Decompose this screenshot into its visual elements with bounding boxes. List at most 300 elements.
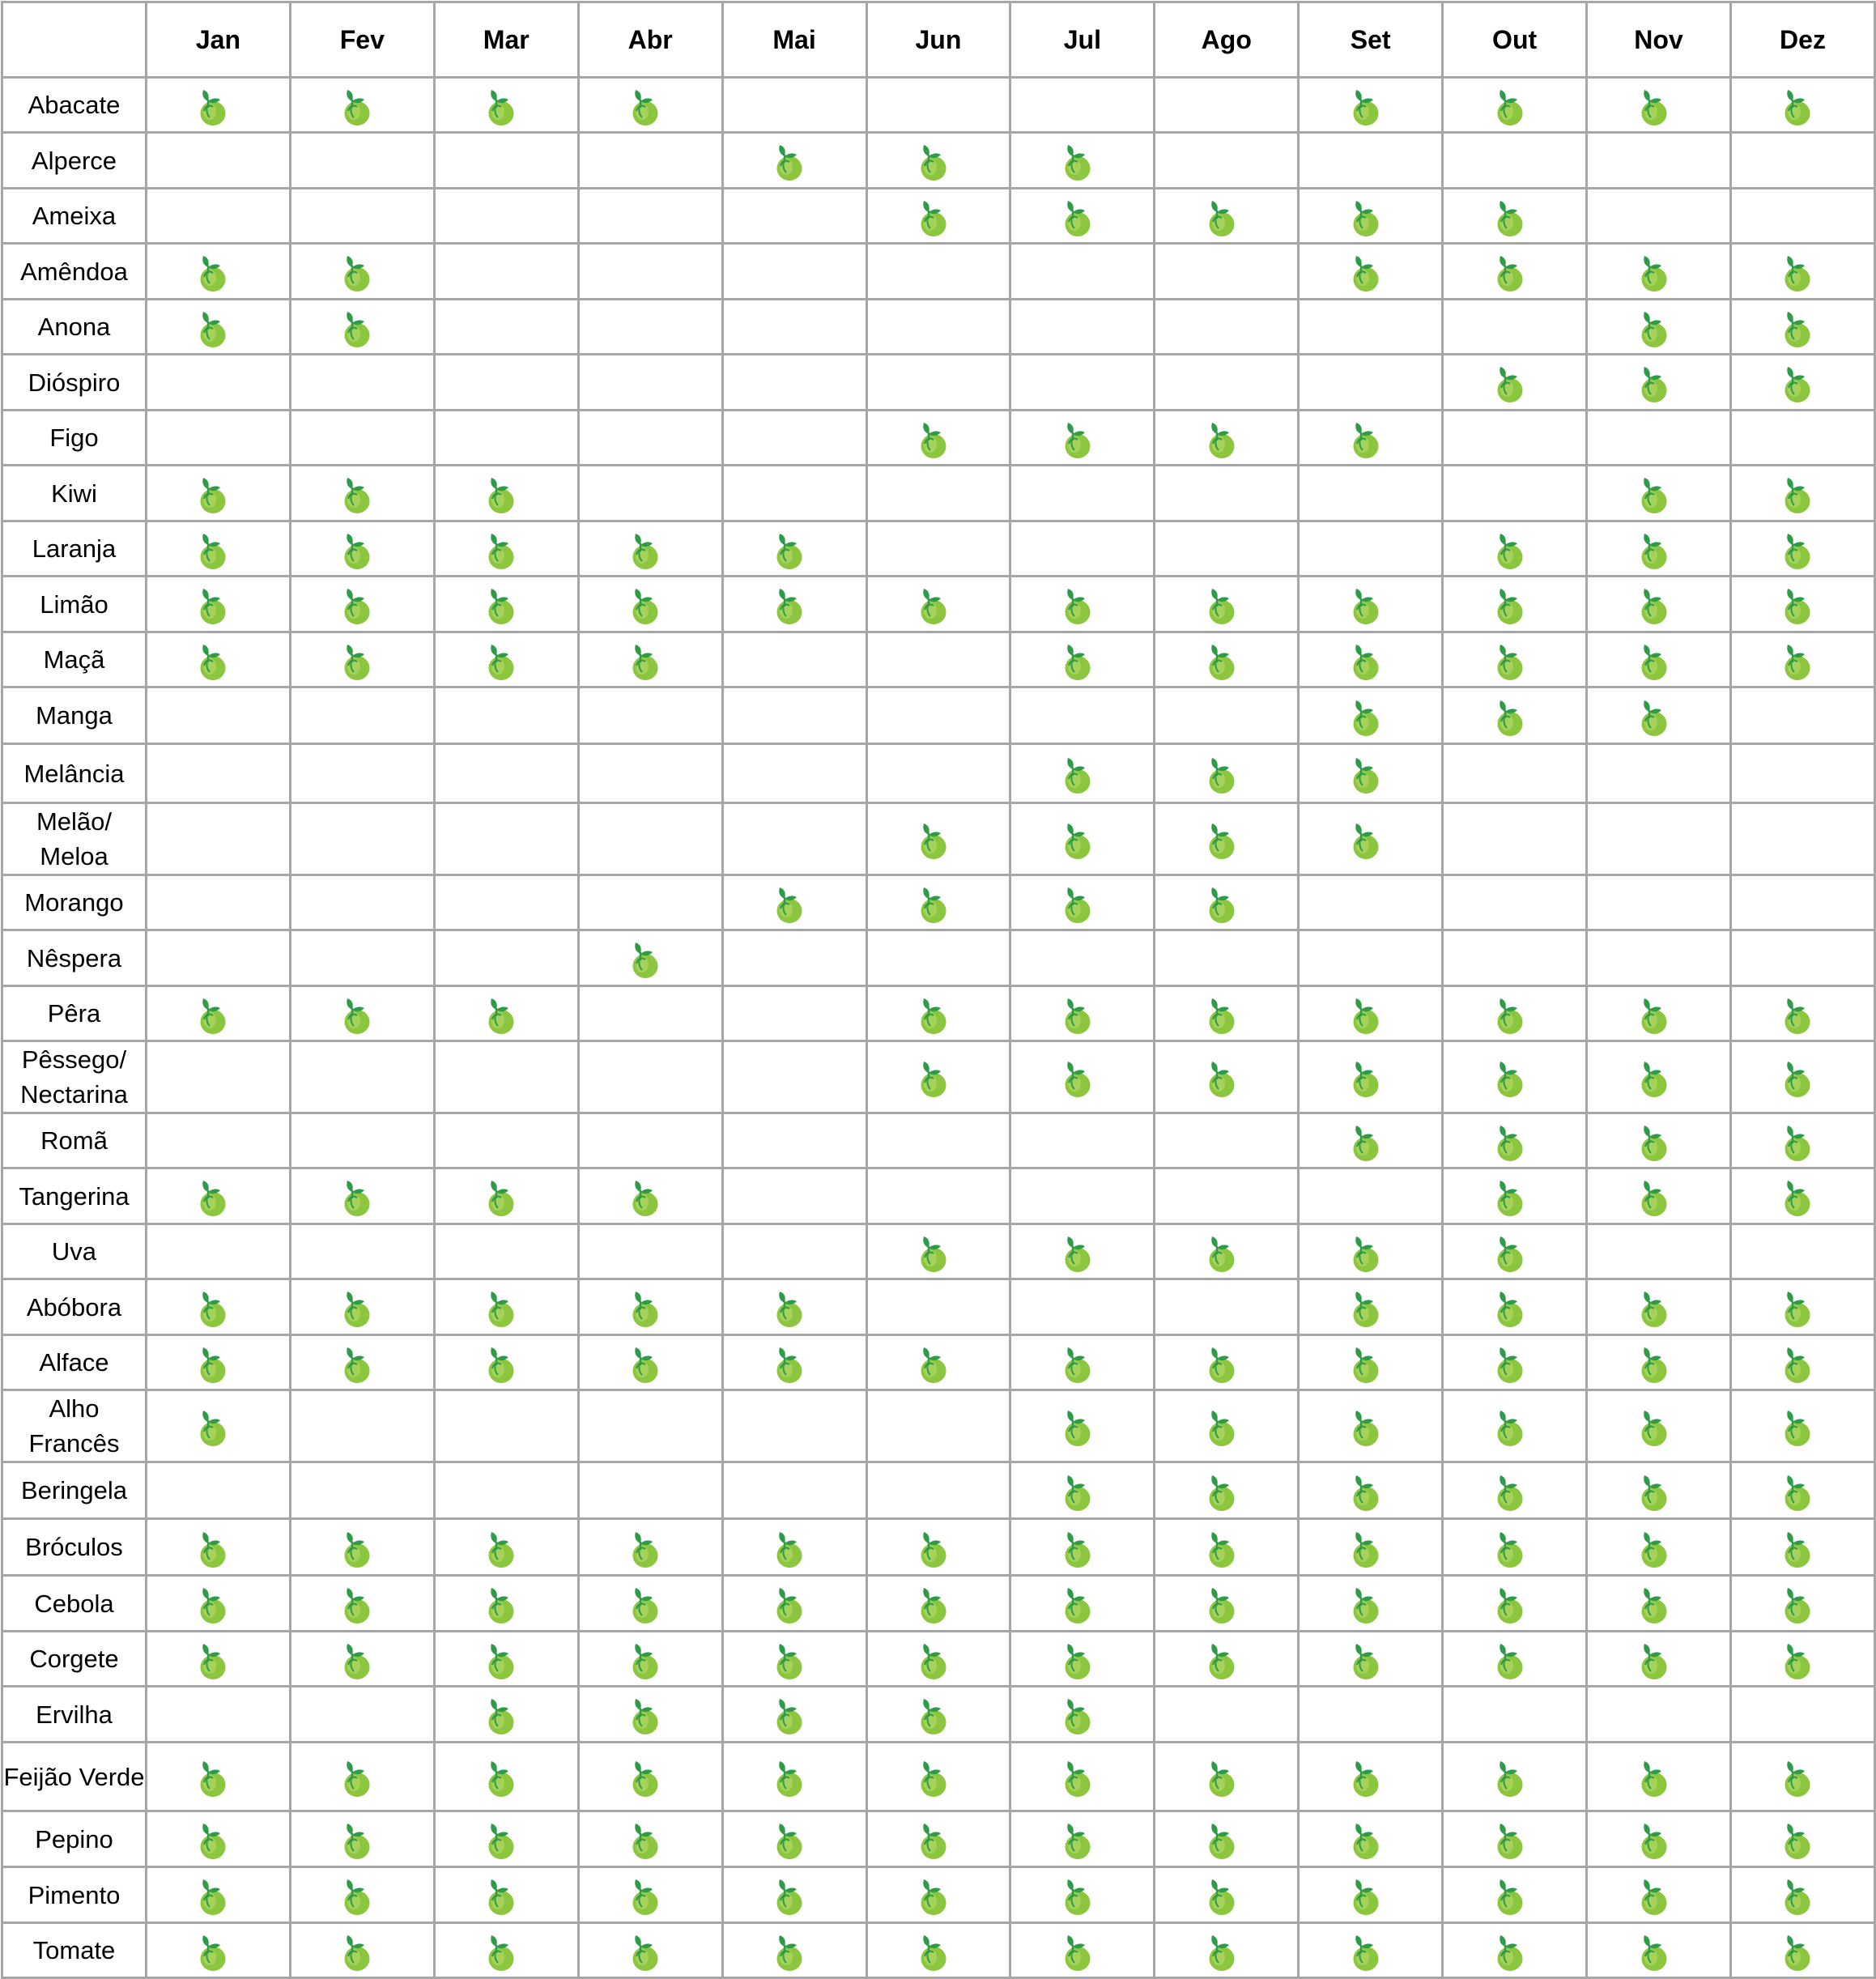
season-cell-mai: [722, 1462, 866, 1519]
season-cell-dez: [1730, 1923, 1874, 1978]
season-cell-abr: [578, 521, 722, 577]
season-cell-dez: [1730, 875, 1874, 930]
season-cell-jun: [866, 189, 1010, 244]
season-cell-nov: [1587, 300, 1731, 355]
leaf-fruit-icon: [335, 1871, 374, 1918]
season-cell-mai: [722, 411, 866, 466]
season-cell-ago: [1155, 875, 1299, 930]
season-cell-jan: [146, 875, 290, 930]
season-cell-set: [1299, 1113, 1443, 1168]
season-cell-dez: [1730, 1632, 1874, 1687]
season-cell-mai: [722, 875, 866, 930]
leaf-fruit-icon: [335, 1339, 374, 1386]
table-row: [2, 1923, 1875, 1978]
season-cell-jan: [146, 355, 290, 411]
leaf-fruit-icon: [1056, 990, 1095, 1037]
leaf-fruit-icon: [1776, 359, 1814, 406]
season-cell-jan: [146, 1279, 290, 1335]
season-cell-ago: [1155, 1390, 1299, 1462]
season-cell-jul: [1010, 466, 1155, 521]
leaf-fruit-icon: [1056, 1467, 1095, 1514]
produce-name: Pepino: [2, 1811, 147, 1867]
leaf-fruit-icon: [191, 470, 230, 517]
season-cell-abr: [578, 1867, 722, 1923]
season-cell-fev: [290, 930, 434, 986]
season-cell-jun: [866, 411, 1010, 466]
leaf-fruit-icon: [1632, 692, 1671, 739]
season-cell-jan: [146, 1462, 290, 1519]
season-cell-jan: [146, 1743, 290, 1811]
leaf-fruit-icon: [1056, 1753, 1095, 1800]
leaf-fruit-icon: [1632, 470, 1671, 517]
leaf-fruit-icon: [1344, 1580, 1383, 1627]
season-cell-mar: [434, 1867, 578, 1923]
season-cell-mar: [434, 687, 578, 744]
leaf-fruit-icon: [479, 82, 518, 129]
season-cell-jan: [146, 521, 290, 577]
season-cell-set: [1299, 1462, 1443, 1519]
leaf-fruit-icon: [1344, 1815, 1383, 1862]
leaf-fruit-icon: [1488, 1467, 1527, 1514]
season-cell-fev: [290, 632, 434, 687]
table-row: [2, 1867, 1875, 1923]
season-cell-abr: [578, 1811, 722, 1867]
table-row: [2, 244, 1875, 300]
season-cell-jun: [866, 355, 1010, 411]
season-cell-jun: [866, 1168, 1010, 1224]
season-cell-mar: [434, 1390, 578, 1462]
table-row: [2, 133, 1875, 189]
season-cell-mai: [722, 1743, 866, 1811]
season-cell-mai: [722, 355, 866, 411]
season-cell-jan: [146, 1224, 290, 1279]
produce-name: Alface: [2, 1335, 147, 1390]
leaf-fruit-icon: [1632, 636, 1671, 683]
month-header-jun: Jun: [866, 2, 1010, 78]
season-cell-out: [1443, 1279, 1587, 1335]
leaf-fruit-icon: [912, 990, 951, 1037]
leaf-fruit-icon: [1632, 1815, 1671, 1862]
season-cell-abr: [578, 244, 722, 300]
leaf-fruit-icon: [1344, 581, 1383, 628]
season-cell-dez: [1730, 411, 1874, 466]
produce-name: Dióspiro: [2, 355, 147, 411]
leaf-fruit-icon: [1344, 815, 1383, 862]
leaf-fruit-icon: [1056, 137, 1095, 184]
leaf-fruit-icon: [191, 248, 230, 295]
season-cell-mai: [722, 1519, 866, 1576]
leaf-fruit-icon: [768, 1871, 806, 1918]
season-cell-ago: [1155, 466, 1299, 521]
leaf-fruit-icon: [912, 1753, 951, 1800]
leaf-fruit-icon: [1632, 581, 1671, 628]
leaf-fruit-icon: [1776, 990, 1814, 1037]
season-cell-jan: [146, 803, 290, 875]
season-cell-dez: [1730, 189, 1874, 244]
leaf-fruit-icon: [335, 581, 374, 628]
leaf-fruit-icon: [1200, 1815, 1239, 1862]
leaf-fruit-icon: [1488, 1871, 1527, 1918]
season-cell-ago: [1155, 1224, 1299, 1279]
season-cell-jul: [1010, 355, 1155, 411]
leaf-fruit-icon: [1056, 415, 1095, 462]
leaf-fruit-icon: [1344, 248, 1383, 295]
leaf-fruit-icon: [1776, 1580, 1814, 1627]
season-cell-jul: [1010, 1041, 1155, 1113]
season-cell-out: [1443, 355, 1587, 411]
leaf-fruit-icon: [1632, 1402, 1671, 1449]
month-header-jul: Jul: [1010, 2, 1155, 78]
leaf-fruit-icon: [768, 1753, 806, 1800]
season-cell-jan: [146, 1168, 290, 1224]
produce-name: Anona: [2, 300, 147, 355]
leaf-fruit-icon: [623, 1815, 662, 1862]
season-cell-dez: [1730, 1462, 1874, 1519]
season-cell-fev: [290, 577, 434, 632]
season-cell-dez: [1730, 1519, 1874, 1576]
season-cell-jun: [866, 632, 1010, 687]
season-cell-set: [1299, 1224, 1443, 1279]
leaf-fruit-icon: [1056, 815, 1095, 862]
season-cell-out: [1443, 1335, 1587, 1390]
leaf-fruit-icon: [1632, 1753, 1671, 1800]
season-cell-mai: [722, 803, 866, 875]
leaf-fruit-icon: [1632, 1117, 1671, 1164]
season-cell-fev: [290, 1576, 434, 1632]
leaf-fruit-icon: [335, 1636, 374, 1683]
season-cell-dez: [1730, 1168, 1874, 1224]
season-cell-mai: [722, 687, 866, 744]
season-cell-jun: [866, 687, 1010, 744]
season-cell-mai: [722, 1811, 866, 1867]
season-cell-jul: [1010, 687, 1155, 744]
table-row: [2, 1041, 1875, 1113]
leaf-fruit-icon: [1632, 304, 1671, 351]
season-cell-abr: [578, 466, 722, 521]
leaf-fruit-icon: [768, 137, 806, 184]
season-cell-dez: [1730, 986, 1874, 1041]
season-cell-fev: [290, 1519, 434, 1576]
leaf-fruit-icon: [1056, 636, 1095, 683]
season-cell-jan: [146, 632, 290, 687]
season-cell-set: [1299, 1811, 1443, 1867]
season-cell-nov: [1587, 189, 1731, 244]
leaf-fruit-icon: [1344, 1053, 1383, 1100]
season-cell-jul: [1010, 986, 1155, 1041]
season-cell-set: [1299, 1576, 1443, 1632]
season-cell-nov: [1587, 687, 1731, 744]
leaf-fruit-icon: [479, 1753, 518, 1800]
leaf-fruit-icon: [1776, 1927, 1814, 1974]
produce-name: Corgete: [2, 1632, 147, 1687]
leaf-fruit-icon: [1200, 1753, 1239, 1800]
season-cell-mai: [722, 244, 866, 300]
leaf-fruit-icon: [623, 526, 662, 572]
season-cell-jun: [866, 78, 1010, 133]
season-cell-fev: [290, 687, 434, 744]
season-cell-jan: [146, 300, 290, 355]
season-cell-jun: [866, 1335, 1010, 1390]
season-cell-jan: [146, 1811, 290, 1867]
season-cell-jan: [146, 1113, 290, 1168]
table-row: [2, 1632, 1875, 1687]
season-cell-dez: [1730, 78, 1874, 133]
season-cell-set: [1299, 744, 1443, 803]
table-row: [2, 466, 1875, 521]
season-cell-jul: [1010, 133, 1155, 189]
leaf-fruit-icon: [1344, 1283, 1383, 1330]
month-header-nov: Nov: [1587, 2, 1731, 78]
produce-name: Limão: [2, 577, 147, 632]
table-row: [2, 411, 1875, 466]
leaf-fruit-icon: [191, 304, 230, 351]
leaf-fruit-icon: [623, 581, 662, 628]
season-cell-jan: [146, 466, 290, 521]
produce-name: Cebola: [2, 1576, 147, 1632]
season-cell-ago: [1155, 1687, 1299, 1743]
table-row: [2, 632, 1875, 687]
leaf-fruit-icon: [335, 304, 374, 351]
leaf-fruit-icon: [1344, 1871, 1383, 1918]
season-cell-ago: [1155, 1168, 1299, 1224]
leaf-fruit-icon: [768, 1815, 806, 1862]
season-cell-mar: [434, 411, 578, 466]
season-cell-nov: [1587, 930, 1731, 986]
season-cell-jan: [146, 930, 290, 986]
leaf-fruit-icon: [623, 1753, 662, 1800]
season-cell-out: [1443, 577, 1587, 632]
season-cell-jan: [146, 1632, 290, 1687]
season-cell-set: [1299, 687, 1443, 744]
leaf-fruit-icon: [335, 526, 374, 572]
season-cell-abr: [578, 1462, 722, 1519]
season-cell-fev: [290, 1743, 434, 1811]
season-cell-abr: [578, 300, 722, 355]
season-cell-jun: [866, 1113, 1010, 1168]
season-cell-mar: [434, 875, 578, 930]
leaf-fruit-icon: [768, 1691, 806, 1738]
season-cell-jan: [146, 411, 290, 466]
season-cell-abr: [578, 355, 722, 411]
leaf-fruit-icon: [1776, 248, 1814, 295]
leaf-fruit-icon: [335, 990, 374, 1037]
leaf-fruit-icon: [912, 1053, 951, 1100]
season-cell-nov: [1587, 875, 1731, 930]
table-row: [2, 875, 1875, 930]
leaf-fruit-icon: [1776, 526, 1814, 572]
season-cell-dez: [1730, 466, 1874, 521]
leaf-fruit-icon: [1776, 82, 1814, 129]
season-cell-jun: [866, 1923, 1010, 1978]
season-cell-fev: [290, 1041, 434, 1113]
leaf-fruit-icon: [1344, 1524, 1383, 1571]
season-cell-mai: [722, 1867, 866, 1923]
leaf-fruit-icon: [912, 193, 951, 240]
season-cell-fev: [290, 803, 434, 875]
season-cell-jul: [1010, 632, 1155, 687]
produce-name: Tangerina: [2, 1168, 147, 1224]
season-cell-nov: [1587, 1632, 1731, 1687]
season-cell-mar: [434, 1811, 578, 1867]
season-cell-fev: [290, 133, 434, 189]
leaf-fruit-icon: [1488, 1117, 1527, 1164]
season-cell-mar: [434, 1168, 578, 1224]
season-cell-fev: [290, 986, 434, 1041]
leaf-fruit-icon: [1200, 1524, 1239, 1571]
season-cell-mar: [434, 1279, 578, 1335]
season-cell-jun: [866, 1279, 1010, 1335]
season-cell-jan: [146, 1576, 290, 1632]
season-cell-dez: [1730, 577, 1874, 632]
table-row: [2, 1335, 1875, 1390]
leaf-fruit-icon: [479, 636, 518, 683]
leaf-fruit-icon: [1776, 1117, 1814, 1164]
season-cell-ago: [1155, 632, 1299, 687]
season-cell-dez: [1730, 1743, 1874, 1811]
produce-name: Ervilha: [2, 1687, 147, 1743]
leaf-fruit-icon: [1056, 1691, 1095, 1738]
season-cell-abr: [578, 930, 722, 986]
season-cell-jan: [146, 78, 290, 133]
leaf-fruit-icon: [335, 1524, 374, 1571]
season-cell-abr: [578, 803, 722, 875]
season-cell-dez: [1730, 803, 1874, 875]
leaf-fruit-icon: [912, 137, 951, 184]
table-row: [2, 1390, 1875, 1462]
leaf-fruit-icon: [335, 470, 374, 517]
season-cell-mar: [434, 1632, 578, 1687]
season-cell-mar: [434, 189, 578, 244]
season-cell-mar: [434, 133, 578, 189]
season-cell-jun: [866, 930, 1010, 986]
season-cell-jun: [866, 1811, 1010, 1867]
table-row: [2, 189, 1875, 244]
leaf-fruit-icon: [1200, 1053, 1239, 1100]
season-cell-jun: [866, 300, 1010, 355]
season-cell-dez: [1730, 133, 1874, 189]
season-cell-abr: [578, 1923, 722, 1978]
season-cell-ago: [1155, 1867, 1299, 1923]
season-cell-jul: [1010, 1224, 1155, 1279]
produce-name: Feijão Verde: [2, 1743, 147, 1811]
leaf-fruit-icon: [1200, 1927, 1239, 1974]
season-cell-set: [1299, 930, 1443, 986]
season-cell-jan: [146, 1390, 290, 1462]
leaf-fruit-icon: [623, 1580, 662, 1627]
leaf-fruit-icon: [1632, 1871, 1671, 1918]
table-row: [2, 355, 1875, 411]
leaf-fruit-icon: [191, 636, 230, 683]
leaf-fruit-icon: [1056, 1927, 1095, 1974]
season-cell-jul: [1010, 1923, 1155, 1978]
season-cell-jul: [1010, 78, 1155, 133]
season-cell-mai: [722, 986, 866, 1041]
season-cell-out: [1443, 1811, 1587, 1867]
month-header-row: [2, 2, 1875, 78]
season-cell-fev: [290, 466, 434, 521]
season-cell-set: [1299, 632, 1443, 687]
season-cell-mai: [722, 1041, 866, 1113]
month-header-out: Out: [1443, 2, 1587, 78]
season-cell-set: [1299, 803, 1443, 875]
season-cell-fev: [290, 1168, 434, 1224]
season-cell-jan: [146, 744, 290, 803]
season-cell-ago: [1155, 577, 1299, 632]
month-header-set: Set: [1299, 2, 1443, 78]
season-cell-mai: [722, 521, 866, 577]
season-cell-mai: [722, 1224, 866, 1279]
season-cell-set: [1299, 1279, 1443, 1335]
season-cell-jun: [866, 1687, 1010, 1743]
season-cell-mai: [722, 189, 866, 244]
leaf-fruit-icon: [1488, 526, 1527, 572]
season-cell-mar: [434, 1576, 578, 1632]
season-cell-jul: [1010, 411, 1155, 466]
produce-name: Ameixa: [2, 189, 147, 244]
month-header-fev: Fev: [290, 2, 434, 78]
season-cell-dez: [1730, 1811, 1874, 1867]
leaf-fruit-icon: [1056, 193, 1095, 240]
table-row: [2, 930, 1875, 986]
leaf-fruit-icon: [335, 1753, 374, 1800]
leaf-fruit-icon: [1776, 1467, 1814, 1514]
season-cell-set: [1299, 300, 1443, 355]
leaf-fruit-icon: [191, 1402, 230, 1449]
leaf-fruit-icon: [912, 1815, 951, 1862]
leaf-fruit-icon: [191, 581, 230, 628]
table-row: [2, 300, 1875, 355]
season-cell-abr: [578, 687, 722, 744]
leaf-fruit-icon: [479, 470, 518, 517]
leaf-fruit-icon: [1488, 1753, 1527, 1800]
table-row: [2, 1462, 1875, 1519]
leaf-fruit-icon: [1056, 1636, 1095, 1683]
leaf-fruit-icon: [1344, 1927, 1383, 1974]
produce-name: Melância: [2, 744, 147, 803]
leaf-fruit-icon: [335, 1283, 374, 1330]
season-cell-mai: [722, 1279, 866, 1335]
season-cell-out: [1443, 1041, 1587, 1113]
leaf-fruit-icon: [1488, 581, 1527, 628]
leaf-fruit-icon: [1632, 1467, 1671, 1514]
season-cell-out: [1443, 133, 1587, 189]
leaf-fruit-icon: [623, 1173, 662, 1219]
leaf-fruit-icon: [1200, 879, 1239, 926]
season-cell-out: [1443, 521, 1587, 577]
leaf-fruit-icon: [479, 1927, 518, 1974]
leaf-fruit-icon: [912, 415, 951, 462]
season-cell-jun: [866, 521, 1010, 577]
season-cell-ago: [1155, 300, 1299, 355]
season-cell-mai: [722, 1923, 866, 1978]
leaf-fruit-icon: [479, 1524, 518, 1571]
leaf-fruit-icon: [1488, 82, 1527, 129]
produce-name: Alperce: [2, 133, 147, 189]
table-row: [2, 78, 1875, 133]
season-cell-ago: [1155, 355, 1299, 411]
leaf-fruit-icon: [1632, 990, 1671, 1037]
leaf-fruit-icon: [1488, 1636, 1527, 1683]
season-cell-mar: [434, 803, 578, 875]
produce-name: Morango: [2, 875, 147, 930]
leaf-fruit-icon: [191, 1753, 230, 1800]
leaf-fruit-icon: [912, 1636, 951, 1683]
season-cell-jul: [1010, 1743, 1155, 1811]
season-cell-abr: [578, 133, 722, 189]
season-cell-jul: [1010, 300, 1155, 355]
season-cell-nov: [1587, 1041, 1731, 1113]
leaf-fruit-icon: [479, 1871, 518, 1918]
